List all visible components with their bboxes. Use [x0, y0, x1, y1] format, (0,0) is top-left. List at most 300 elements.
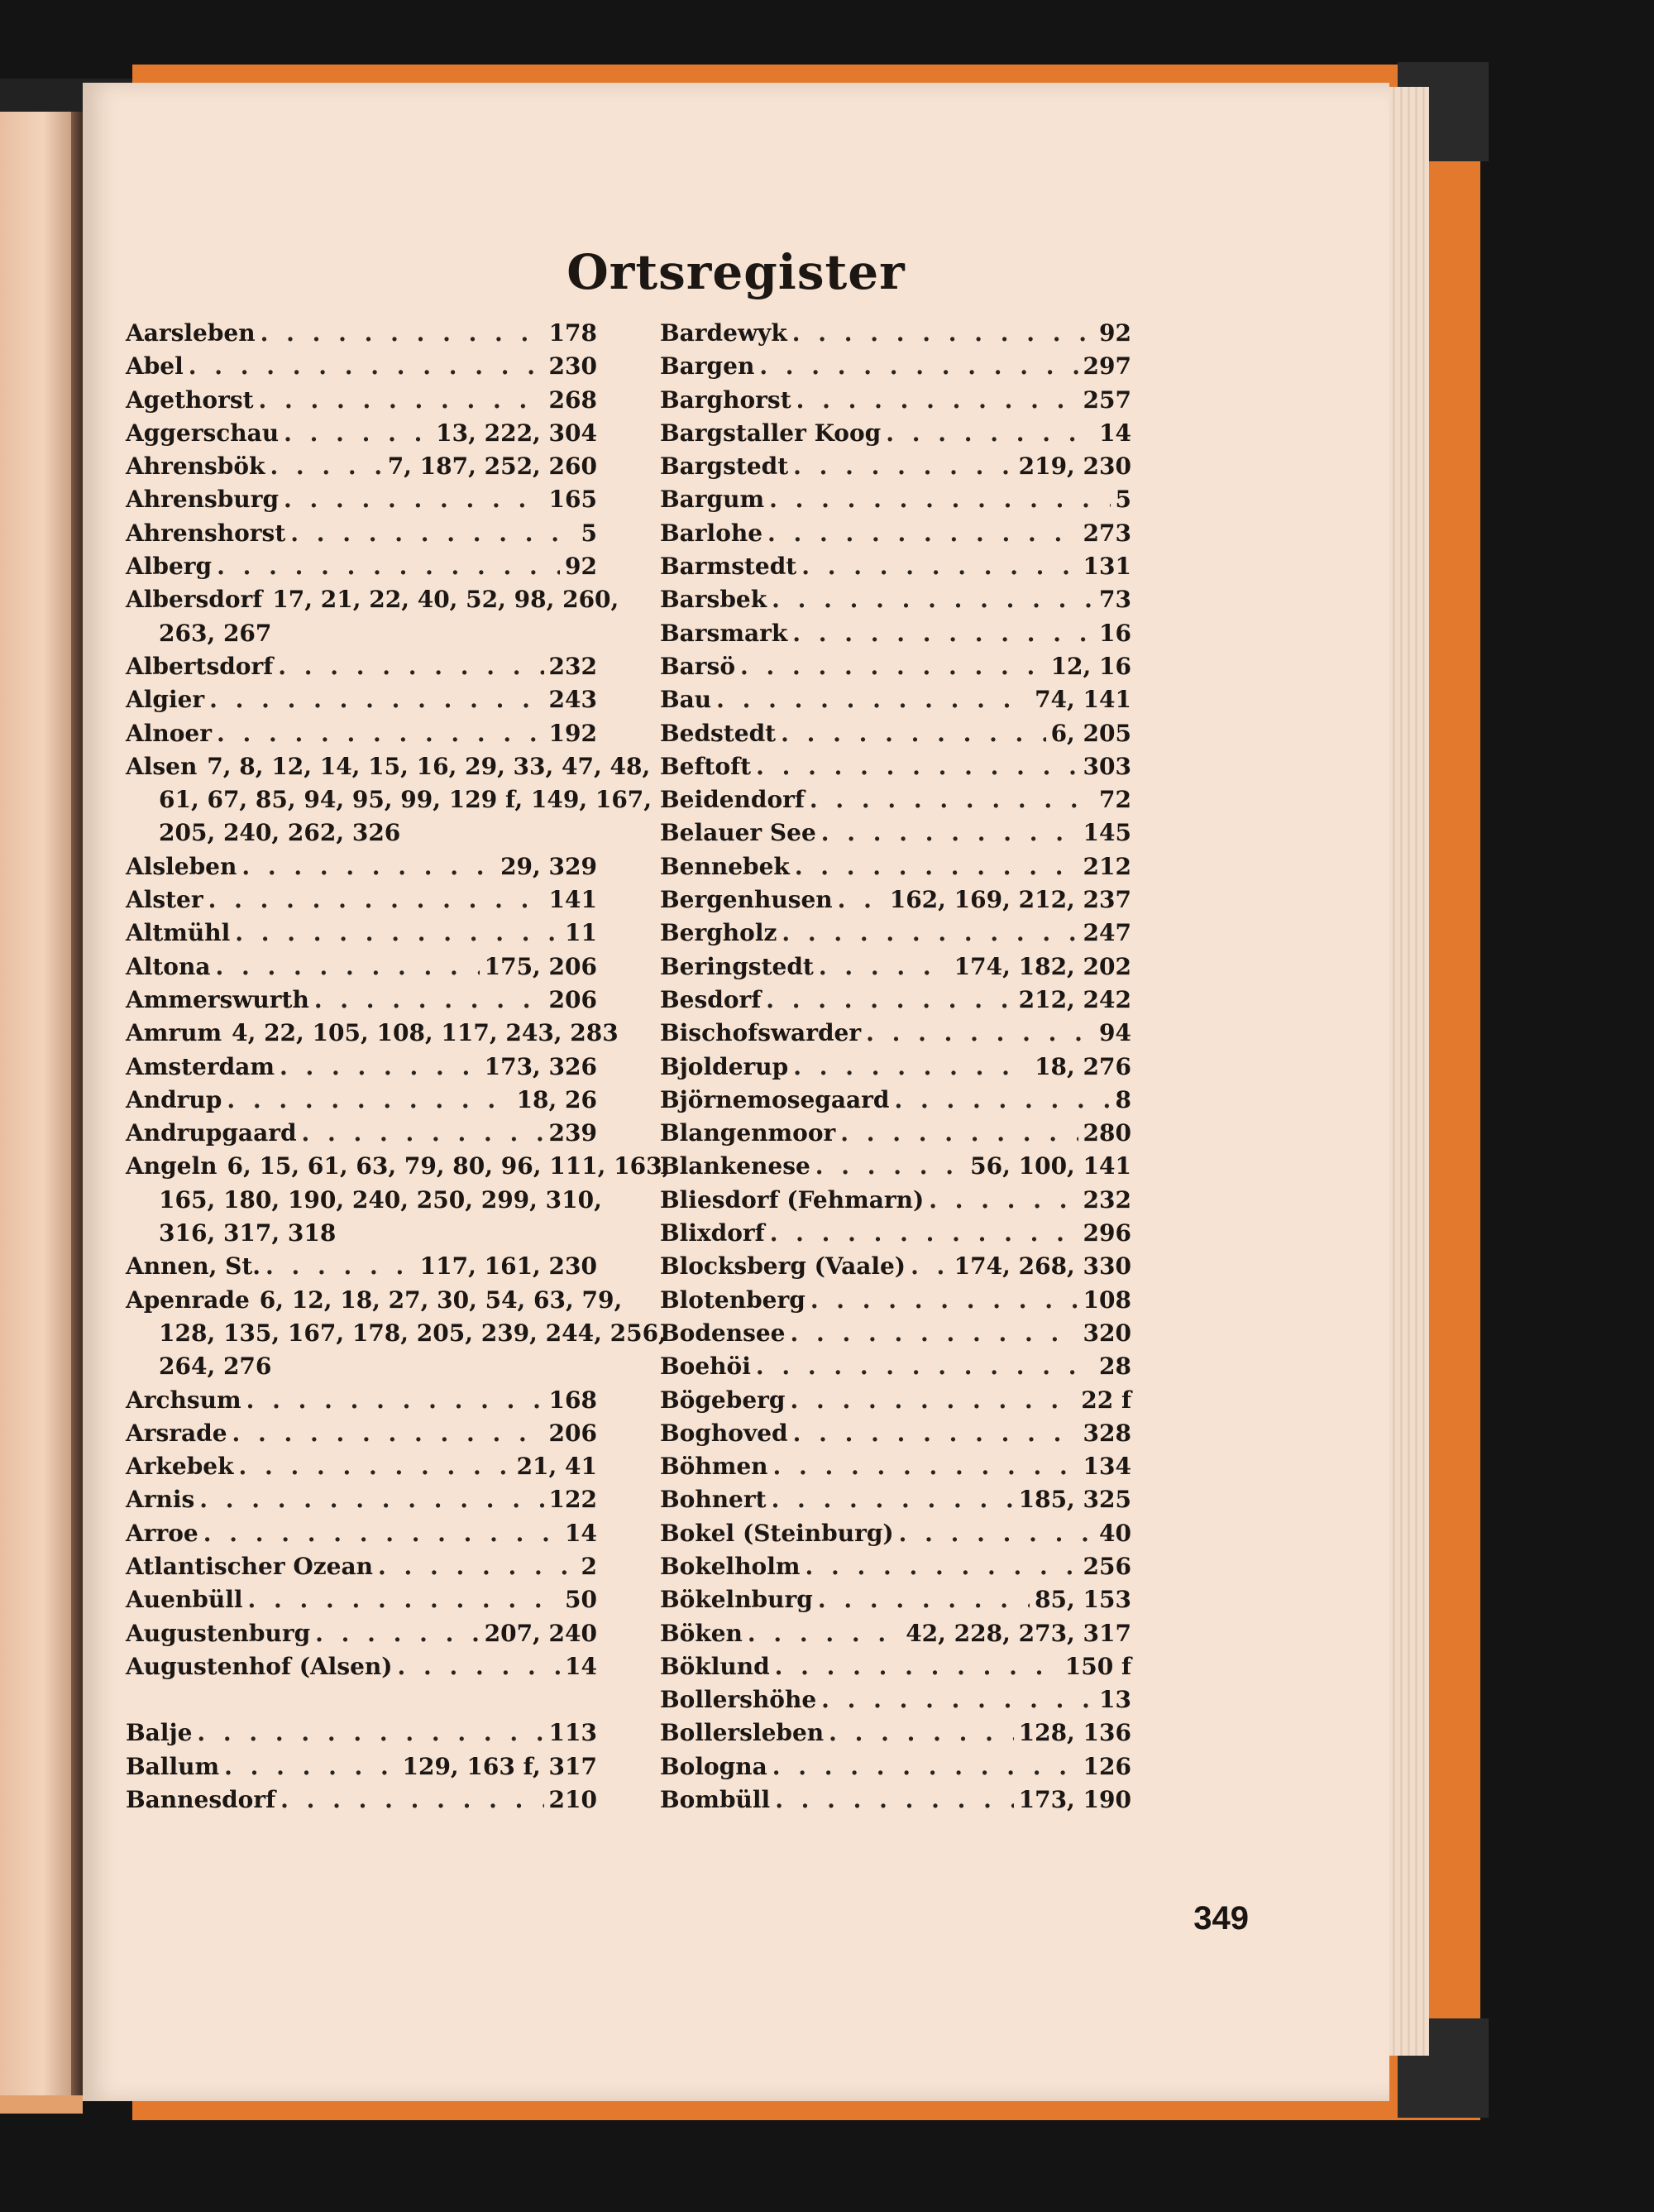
place-name: Alsen — [126, 752, 198, 780]
dot-leader — [227, 1084, 511, 1117]
index-entry — [660, 717, 1131, 750]
index-entry — [660, 1483, 1131, 1516]
index-entry — [660, 1117, 1131, 1150]
index-entry-line — [660, 1617, 1131, 1650]
page-references: 6, 15, 61, 63, 79, 80, 96, 111, 163, — [227, 1152, 671, 1180]
dot-leader — [821, 1683, 1094, 1716]
place-name: Amsterdam — [126, 1052, 275, 1080]
index-entry — [660, 1051, 1131, 1084]
dot-leader — [866, 1017, 1094, 1050]
index-entry — [660, 1750, 1131, 1783]
index-entry-line — [660, 450, 1131, 483]
dot-leader — [818, 1583, 1030, 1616]
index-entry — [126, 483, 597, 516]
place-name: Beringstedt — [660, 952, 814, 980]
dot-leader — [894, 1084, 1110, 1117]
index-entry-line — [126, 450, 597, 483]
page-references: 162, 169, 212, 237 — [889, 886, 1131, 914]
page-references: 165 — [548, 486, 597, 514]
index-entry — [126, 1783, 597, 1817]
index-entry-line — [660, 317, 1131, 350]
index-entry-line — [660, 350, 1131, 383]
index-entry — [660, 384, 1131, 417]
place-name: Barghorst — [660, 385, 791, 414]
index-entry-line — [126, 650, 597, 683]
page-references: 14 — [565, 1519, 597, 1547]
dot-leader — [772, 583, 1094, 616]
place-name: Altona — [126, 952, 211, 980]
index-entry-line — [660, 1150, 1131, 1183]
dot-leader — [270, 450, 382, 483]
dot-leader — [810, 1284, 1078, 1317]
page-references: 92 — [565, 553, 597, 581]
index-entry-line — [660, 1051, 1131, 1084]
index-entry-line — [126, 1051, 597, 1084]
place-name: Agethorst — [126, 385, 254, 414]
page-references: 13, 222, 304 — [436, 419, 597, 447]
page-references: 328 — [1083, 1419, 1131, 1447]
index-entry-line — [126, 1117, 597, 1150]
dot-leader — [899, 1517, 1094, 1550]
index-entry-line — [126, 483, 597, 516]
page-references-continued: 165, 180, 190, 240, 250, 299, 310, — [159, 1185, 602, 1214]
index-entry — [660, 1150, 1131, 1183]
place-name: Barsmark — [660, 619, 788, 647]
index-entry-line — [660, 1384, 1131, 1417]
dot-leader — [769, 483, 1110, 516]
page-references: 247 — [1083, 919, 1131, 947]
index-entry-line — [126, 750, 651, 783]
index-entry-line — [660, 917, 1131, 950]
page-references: 14 — [1099, 419, 1131, 447]
index-entry — [126, 1117, 597, 1150]
index-entry — [660, 850, 1131, 883]
place-name: Beidendorf — [660, 786, 805, 814]
dot-leader — [770, 1217, 1078, 1250]
index-entry-line — [660, 1317, 1131, 1350]
place-name: Barmstedt — [660, 553, 797, 581]
dot-leader — [829, 1716, 1013, 1750]
index-entry — [660, 1450, 1131, 1483]
page-references: 17, 21, 22, 40, 52, 98, 260, — [272, 586, 619, 614]
index-entry-line — [660, 517, 1131, 550]
page-references: 108 — [1083, 1286, 1131, 1314]
place-name: Algier — [126, 686, 205, 714]
place-name: Auenbüll — [126, 1586, 243, 1614]
place-name: Bergholz — [660, 919, 777, 947]
dot-leader — [314, 984, 544, 1017]
dot-leader — [398, 1650, 561, 1683]
place-name: Alster — [126, 886, 203, 914]
dot-leader — [801, 550, 1078, 583]
dot-leader — [315, 1617, 479, 1650]
index-entry-line — [660, 550, 1131, 583]
place-name: Bargen — [660, 352, 755, 381]
dot-leader — [215, 950, 479, 984]
place-name: Bergenhusen — [660, 886, 833, 914]
index-entry-line — [660, 1583, 1131, 1616]
index-column-left — [126, 317, 671, 1817]
index-entry — [660, 1084, 1131, 1117]
dot-leader — [819, 950, 949, 984]
dot-leader — [290, 517, 576, 550]
page-references: 185, 325 — [1018, 1486, 1131, 1514]
page-references: 11 — [565, 919, 597, 947]
page-references: 85, 153 — [1035, 1586, 1131, 1614]
page-references: 230 — [548, 352, 597, 381]
place-name: Blangenmoor — [660, 1119, 836, 1147]
place-name: Böhmen — [660, 1453, 768, 1481]
index-entry-line — [126, 417, 597, 450]
index-entry — [660, 984, 1131, 1017]
index-entry-line — [126, 1084, 597, 1117]
place-name: Ahrensbök — [126, 452, 265, 481]
place-name: Andrupgaard — [126, 1119, 297, 1147]
page-references: 126 — [1083, 1752, 1131, 1780]
index-entry — [660, 450, 1131, 483]
place-name: Bedstedt — [660, 719, 777, 747]
index-entry-line — [660, 816, 1131, 850]
place-name: Bollersleben — [660, 1719, 825, 1747]
place-name: Balje — [126, 1719, 193, 1747]
place-name: Amrum — [126, 1019, 222, 1047]
page-references: 74, 141 — [1035, 686, 1131, 714]
dot-leader — [810, 783, 1094, 816]
index-entry — [126, 683, 597, 716]
place-name: Bargstaller Koog — [660, 419, 882, 447]
page-references: 210 — [548, 1786, 597, 1814]
place-name: Böken — [660, 1619, 743, 1647]
page-references: 256 — [1083, 1552, 1131, 1580]
place-name: Arnis — [126, 1486, 195, 1514]
place-name: Bargstedt — [660, 452, 789, 481]
place-name: Boghoved — [660, 1419, 788, 1447]
index-entry-line — [660, 1284, 1131, 1317]
place-name: Annen, St. — [126, 1252, 261, 1281]
place-name: Bennebek — [660, 852, 790, 880]
dot-leader — [224, 1750, 397, 1783]
place-name: Ammerswurth — [126, 985, 309, 1013]
place-name: Bokel (Steinburg) — [660, 1519, 894, 1547]
page-references: 14 — [565, 1652, 597, 1680]
index-entry — [126, 717, 597, 750]
index-entry — [660, 1783, 1131, 1817]
index-entry-line — [126, 850, 597, 883]
index-entry-line — [126, 1017, 619, 1050]
index-entry — [660, 816, 1131, 850]
place-name: Bau — [660, 686, 712, 714]
place-name: Boehöi — [660, 1353, 751, 1381]
dot-leader — [241, 850, 495, 883]
page-references: 72 — [1099, 786, 1131, 814]
section-gap — [126, 1683, 597, 1716]
page-references: 206 — [548, 985, 597, 1013]
page-references-continued: 263, 267 — [159, 619, 272, 647]
index-entry — [660, 1683, 1131, 1716]
dot-leader — [302, 1117, 544, 1150]
page-references: 12, 16 — [1050, 652, 1131, 680]
index-entry — [126, 1450, 597, 1483]
index-entry — [126, 1650, 597, 1683]
index-entry — [660, 583, 1131, 616]
page-references: 145 — [1083, 819, 1131, 847]
place-name: Arkebek — [126, 1453, 234, 1481]
place-name: Beftoft — [660, 752, 752, 780]
dot-leader — [232, 1417, 544, 1450]
page-references: 113 — [548, 1719, 597, 1747]
page-number: 349 — [1193, 1900, 1249, 1937]
index-entry — [660, 317, 1131, 350]
page-references: 173, 190 — [1018, 1786, 1131, 1814]
page-references: 168 — [548, 1386, 597, 1414]
dot-leader — [278, 650, 543, 683]
index-entry-line — [660, 1117, 1131, 1150]
index-entry — [660, 517, 1131, 550]
dot-leader — [247, 1583, 560, 1616]
index-entry — [126, 1617, 597, 1650]
dot-leader — [790, 1384, 1076, 1417]
index-entry-line — [126, 384, 597, 417]
place-name: Arroe — [126, 1519, 198, 1547]
dot-leader — [815, 1150, 965, 1183]
index-entry-line — [660, 683, 1131, 716]
place-name: Altmühl — [126, 919, 231, 947]
dot-leader — [199, 1483, 543, 1516]
page-references: 134 — [1083, 1453, 1131, 1481]
place-name: Andrup — [126, 1085, 222, 1113]
page-references: 73 — [1099, 586, 1131, 614]
index-entry-line — [660, 850, 1131, 883]
index-entry-line — [660, 1550, 1131, 1583]
index-entry — [126, 450, 597, 483]
page-references: 219, 230 — [1018, 452, 1131, 481]
dot-leader — [840, 1117, 1078, 1150]
page-references: 212, 242 — [1018, 985, 1131, 1013]
page-references-continued: 316, 317, 318 — [159, 1219, 337, 1247]
index-entry-line — [126, 1750, 597, 1783]
place-name: Bardewyk — [660, 319, 787, 347]
index-entry-line — [126, 1384, 597, 1417]
dot-leader — [217, 717, 544, 750]
place-name: Blankenese — [660, 1152, 810, 1180]
index-column-right — [660, 317, 1131, 1817]
dot-leader — [793, 1051, 1030, 1084]
page-references: 141 — [548, 886, 597, 914]
page-references: 21, 41 — [516, 1453, 597, 1481]
place-name: Bodensee — [660, 1319, 786, 1347]
index-entry — [660, 1384, 1131, 1417]
index-entry — [126, 1384, 597, 1417]
index-entry-line — [660, 883, 1131, 917]
index-entry-line — [660, 583, 1131, 616]
dot-leader — [259, 384, 544, 417]
page-references: 297 — [1083, 352, 1131, 381]
page-references: 117, 161, 230 — [419, 1252, 597, 1281]
place-name: Apenrade — [126, 1286, 250, 1314]
place-name: Blixdorf — [660, 1219, 765, 1247]
place-name: Ahrenshorst — [126, 519, 286, 547]
index-entry-line — [660, 1084, 1131, 1117]
place-name: Albersdorf — [126, 586, 263, 614]
index-entry-line — [126, 1483, 597, 1516]
place-name: Alberg — [126, 553, 213, 581]
dot-leader — [793, 450, 1013, 483]
index-entry — [660, 917, 1131, 950]
index-entry-line — [660, 384, 1131, 417]
dot-leader — [197, 1716, 543, 1750]
dot-leader — [284, 417, 431, 450]
index-page — [83, 83, 1389, 2101]
page-references: 16 — [1099, 619, 1131, 647]
index-entry-line — [660, 1250, 1131, 1283]
page-references: 2 — [581, 1552, 597, 1580]
page-references: 7, 187, 252, 260 — [387, 452, 597, 481]
index-entry — [126, 650, 597, 683]
index-entry-line — [660, 1450, 1131, 1483]
page-references: 173, 326 — [484, 1052, 597, 1080]
index-entry — [126, 1716, 597, 1750]
page-references-continued: 205, 240, 262, 326 — [159, 819, 401, 847]
index-entry-line — [660, 1017, 1131, 1050]
index-entry — [126, 883, 597, 917]
index-entry-line — [660, 717, 1131, 750]
index-entry — [126, 1284, 667, 1384]
dot-leader — [792, 617, 1094, 650]
place-name: Aarsleben — [126, 319, 256, 347]
index-entry — [126, 1750, 597, 1783]
index-entry-line — [660, 1350, 1131, 1383]
dot-leader — [792, 317, 1094, 350]
page-references: 207, 240 — [484, 1619, 597, 1647]
page-references: 131 — [1083, 553, 1131, 581]
index-entry — [126, 583, 619, 650]
index-entry — [660, 1583, 1131, 1616]
index-entry-line — [126, 883, 597, 917]
page-references-continued: 128, 135, 167, 178, 205, 239, 244, 256, — [159, 1319, 667, 1347]
index-entry — [126, 1150, 671, 1250]
place-name: Albertsdorf — [126, 652, 274, 680]
place-name: Björnemosegaard — [660, 1085, 890, 1113]
place-name: Alsleben — [126, 852, 237, 880]
index-entry-line — [660, 617, 1131, 650]
index-entry-line — [660, 1650, 1131, 1683]
index-entry-line — [660, 1783, 1131, 1817]
dot-leader — [235, 917, 560, 950]
place-name: Bombüll — [660, 1786, 771, 1814]
index-entry-line — [660, 950, 1131, 984]
dot-leader — [208, 883, 544, 917]
place-name: Alnoer — [126, 719, 212, 747]
index-entry — [660, 883, 1131, 917]
page-references: 320 — [1083, 1319, 1131, 1347]
place-name: Augustenhof (Alsen) — [126, 1652, 393, 1680]
dot-leader — [775, 1783, 1013, 1817]
page-references: 206 — [548, 1419, 597, 1447]
index-entry-line — [126, 1583, 597, 1616]
dot-leader — [756, 750, 1078, 783]
index-entry-line — [126, 1617, 597, 1650]
place-name: Blocksberg (Vaale) — [660, 1252, 906, 1281]
index-entry — [660, 483, 1131, 516]
dot-leader — [793, 1417, 1078, 1450]
dot-leader — [748, 1617, 901, 1650]
index-entry-line — [660, 1517, 1131, 1550]
index-entry — [126, 550, 597, 583]
page-references: 280 — [1083, 1119, 1131, 1147]
dot-leader — [772, 1483, 1014, 1516]
page-references: 22 f — [1081, 1386, 1131, 1414]
page-references-continued: 264, 276 — [159, 1353, 272, 1381]
page-references: 5 — [1115, 486, 1131, 514]
place-name: Bliesdorf (Fehmarn) — [660, 1185, 925, 1214]
index-entry — [660, 550, 1131, 583]
page-references: 18, 26 — [516, 1085, 597, 1113]
index-entry-line — [126, 1550, 597, 1583]
dot-leader — [759, 350, 1078, 383]
dot-leader — [246, 1384, 544, 1417]
index-entry-line — [126, 1417, 597, 1450]
page-references: 178 — [548, 319, 597, 347]
page-references: 175, 206 — [484, 952, 597, 980]
index-entry — [126, 317, 597, 350]
dot-leader — [378, 1550, 576, 1583]
page-references: 56, 100, 141 — [970, 1152, 1131, 1180]
place-name: Barsö — [660, 652, 735, 680]
index-entry — [660, 1517, 1131, 1550]
dot-leader — [203, 1517, 560, 1550]
dot-leader — [189, 350, 544, 383]
index-entry — [126, 517, 597, 550]
place-name: Arsrade — [126, 1419, 227, 1447]
dot-leader — [756, 1350, 1094, 1383]
page-references: 257 — [1083, 385, 1131, 414]
dot-leader — [911, 1250, 949, 1283]
page-references: 18, 276 — [1035, 1052, 1131, 1080]
index-entry — [660, 1184, 1131, 1217]
page-references: 28 — [1099, 1353, 1131, 1381]
place-name: Bjolderup — [660, 1052, 789, 1080]
index-entry — [126, 1550, 597, 1583]
index-entry — [660, 650, 1131, 683]
dot-leader — [772, 1750, 1078, 1783]
index-entry — [660, 350, 1131, 383]
index-entry — [126, 1417, 597, 1450]
index-entry — [660, 1350, 1131, 1383]
index-entry-line — [126, 984, 597, 1017]
dot-leader — [821, 816, 1078, 850]
page-references: 92 — [1099, 319, 1131, 347]
dot-leader — [886, 417, 1094, 450]
dot-leader — [781, 717, 1045, 750]
page-references: 6, 205 — [1050, 719, 1131, 747]
dot-leader — [929, 1184, 1078, 1217]
index-entry-line — [126, 717, 597, 750]
place-name: Ahrensburg — [126, 486, 280, 514]
index-entry-line — [126, 1284, 623, 1317]
index-entry-line — [660, 984, 1131, 1017]
page-title: Ortsregister — [566, 244, 906, 300]
index-entry — [126, 1017, 619, 1050]
index-entry — [660, 1650, 1131, 1683]
page-references: 13 — [1099, 1686, 1131, 1714]
dot-leader — [773, 1450, 1078, 1483]
index-entry — [660, 617, 1131, 650]
index-entry — [126, 1250, 597, 1283]
index-entry — [126, 750, 653, 850]
index-entry — [660, 1550, 1131, 1583]
dot-leader — [280, 1051, 480, 1084]
place-name: Bischofswarder — [660, 1019, 862, 1047]
